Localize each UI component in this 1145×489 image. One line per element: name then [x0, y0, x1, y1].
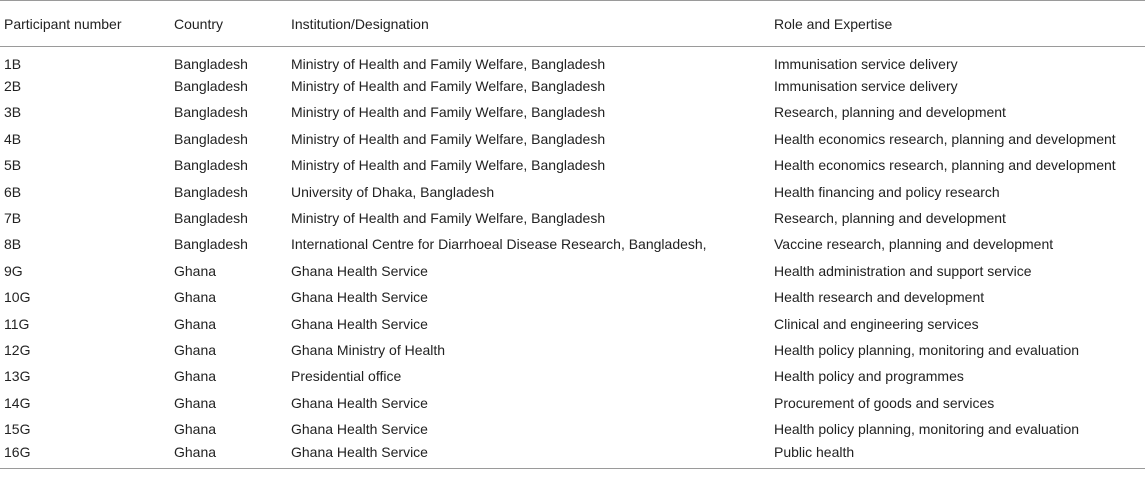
table-row: [0, 73, 1145, 99]
cell-participant-number: 5B: [4, 157, 22, 174]
cell-participant-number: 16G: [0, 442, 168, 468]
cell-participant-number: 11G: [4, 315, 30, 332]
table-row: [0, 126, 1145, 152]
cell-role: Public health: [768, 442, 1145, 468]
cell-country: Bangladesh: [174, 183, 248, 200]
cell-country: Ghana: [168, 442, 285, 468]
cell-country: Ghana: [174, 262, 217, 279]
cell-participant-number: 3B: [4, 104, 22, 121]
table-row: [0, 231, 1145, 257]
cell-participant-number: 13G: [4, 368, 31, 385]
cell-institution: Ministry of Health and Family Welfare, Bangladesh: [291, 210, 606, 227]
cell-country: Ghana: [174, 289, 217, 306]
cell-role: Health administration and support service: [774, 262, 1032, 279]
table-row: [0, 310, 1145, 336]
table-row: [0, 99, 1145, 125]
table-row: [0, 416, 1145, 442]
cell-institution: Ministry of Health and Family Welfare, Bangladesh: [291, 104, 606, 121]
cell-participant-number: 8B: [4, 236, 22, 253]
cell-country: Bangladesh: [174, 130, 248, 147]
cell-role: Research, planning and development: [774, 210, 1006, 227]
cell-institution: Ghana Health Service: [291, 289, 428, 306]
table-row: [0, 178, 1145, 204]
cell-institution: Ghana Health Service: [285, 442, 768, 468]
cell-institution: Ghana Health Service: [291, 421, 428, 438]
table-row: [0, 284, 1145, 310]
cell-participant-number: 15G: [4, 421, 31, 438]
cell-institution: Ministry of Health and Family Welfare, Bangladesh: [291, 78, 606, 95]
table-row: [0, 258, 1145, 284]
cell-role: Immunisation service delivery: [774, 78, 958, 95]
cell-institution: Ministry of Health and Family Welfare, Bangladesh: [291, 130, 606, 147]
table-row: [0, 205, 1145, 231]
cell-institution: Ghana Health Service: [291, 394, 428, 411]
header-role: Role and Expertise: [768, 1, 1145, 47]
table-row: [0, 47, 1145, 73]
header-row: [0, 1, 1145, 47]
cell-role: Research, planning and development: [774, 104, 1006, 121]
cell-institution: Ministry of Health and Family Welfare, Bangladesh: [291, 157, 606, 174]
cell-country: Bangladesh: [174, 55, 248, 72]
cell-country: Bangladesh: [174, 78, 248, 95]
cell-participant-number: 6B: [4, 183, 22, 200]
cell-role: Clinical and engineering services: [774, 315, 979, 332]
cell-country: Bangladesh: [174, 210, 248, 227]
cell-institution: International Centre for Diarrhoeal Disease Research, Bangladesh,: [291, 236, 707, 253]
cell-institution: Ministry of Health and Family Welfare, Bangladesh: [291, 55, 606, 72]
cell-country: Bangladesh: [174, 157, 248, 174]
table-body: [0, 47, 1145, 469]
table-row: [0, 152, 1145, 178]
cell-role: Health research and development: [774, 289, 985, 306]
cell-role: Health policy planning, monitoring and evaluation: [774, 341, 1080, 358]
table-header: [0, 1, 1145, 47]
cell-institution: Ghana Health Service: [291, 315, 428, 332]
cell-participant-number: 2B: [4, 78, 22, 95]
cell-country: Ghana: [174, 394, 217, 411]
cell-role: Health economics research, planning and development: [774, 157, 1116, 174]
header-institution: Institution/Designation: [285, 1, 768, 47]
cell-role: Vaccine research, planning and development: [774, 236, 1054, 253]
cell-institution: Ghana Ministry of Health: [291, 341, 446, 358]
cell-role: Health financing and policy research: [774, 183, 1000, 200]
cell-role: Health economics research, planning and development: [774, 130, 1116, 147]
table-row: [0, 337, 1145, 363]
cell-country: Bangladesh: [174, 104, 248, 121]
cell-role: Health policy and programmes: [774, 368, 964, 385]
cell-participant-number: 4B: [4, 130, 22, 147]
table-row: [0, 390, 1145, 416]
cell-country: Ghana: [174, 368, 217, 385]
cell-participant-number: 10G: [4, 289, 31, 306]
cell-participant-number: 14G: [4, 394, 31, 411]
cell-participant-number: 9G: [4, 262, 23, 279]
header-country: Country: [168, 1, 285, 47]
cell-country: Ghana: [174, 421, 217, 438]
cell-country: Bangladesh: [174, 236, 248, 253]
cell-institution: University of Dhaka, Bangladesh: [291, 183, 495, 200]
cell-institution: Presidential office: [291, 368, 402, 385]
table-row: [0, 442, 1145, 468]
cell-country: Ghana: [174, 315, 217, 332]
cell-participant-number: 12G: [4, 341, 31, 358]
cell-role: Immunisation service delivery: [774, 55, 958, 72]
cell-participant-number: 7B: [4, 210, 22, 227]
table-row: [0, 363, 1145, 389]
header-participant-number: Participant number: [0, 1, 168, 47]
cell-role: Procurement of goods and services: [774, 394, 995, 411]
cell-role: Health policy planning, monitoring and evaluation: [774, 421, 1080, 438]
cell-institution: Ghana Health Service: [291, 262, 428, 279]
cell-country: Ghana: [174, 341, 217, 358]
cell-participant-number: 1B: [4, 55, 22, 72]
